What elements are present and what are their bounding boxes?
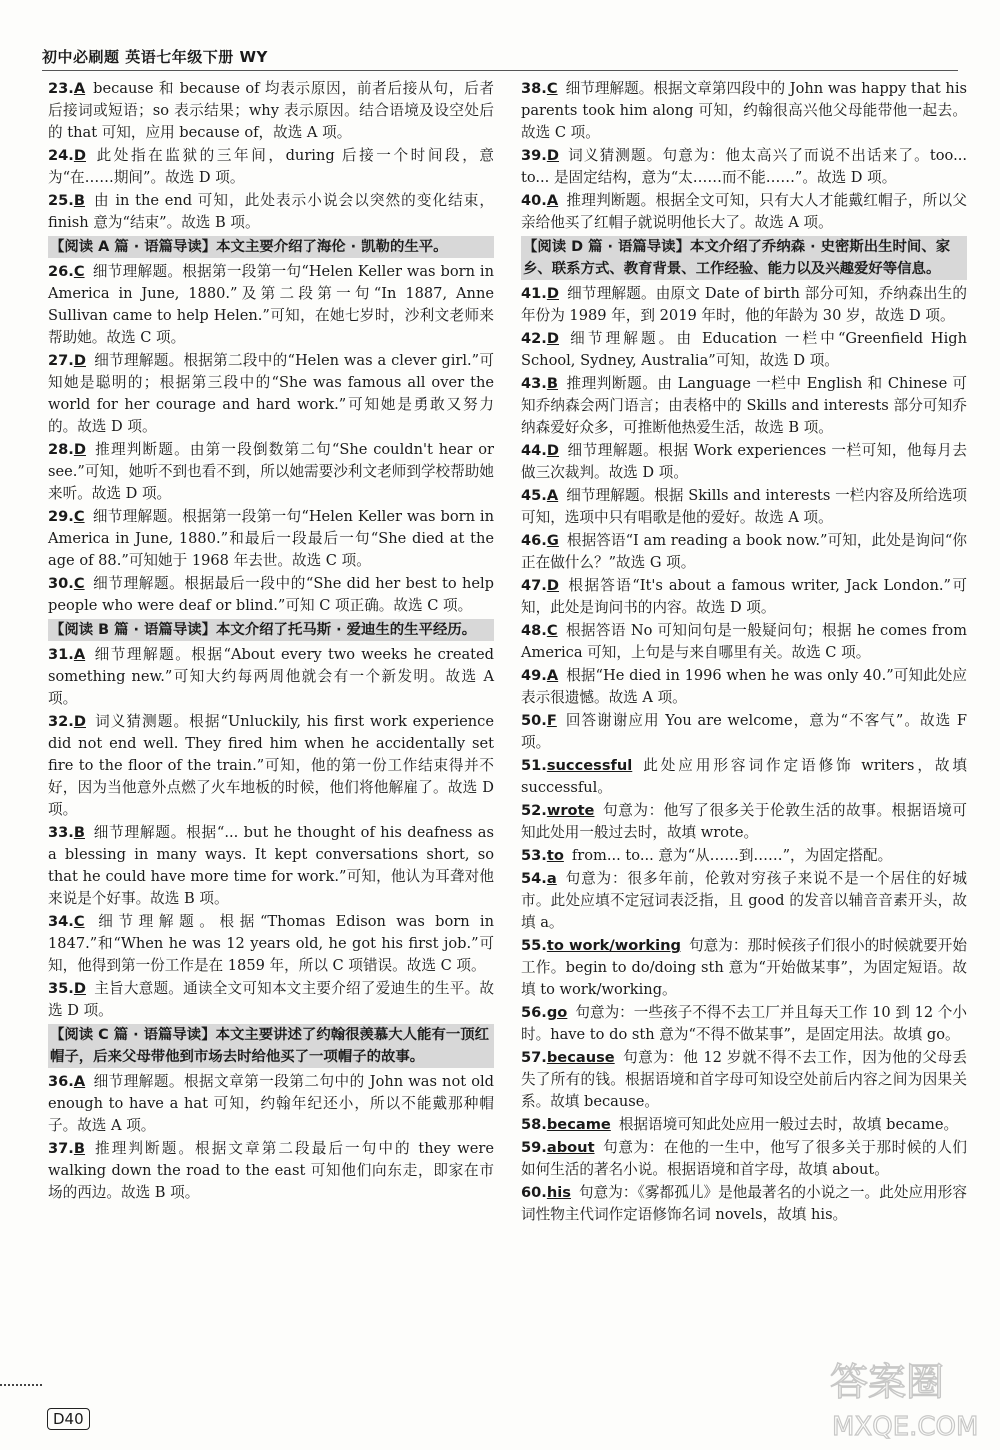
question-number: 58. (521, 1116, 547, 1133)
section-heading: 【阅读 A 篇 · 语篇导读】本文主要介绍了海伦 · 凯勒的生平。 (48, 236, 494, 258)
right-column (521, 78, 967, 1227)
question-number: 34. (48, 913, 74, 930)
explanation-text: because 和 because of 均表示原因，前者后接从句，后者后接词或短语；so 表示结果；why 表示原因。结合语境及设空处后的 that 可知，应用 because of，故选 A 项。 (48, 80, 494, 141)
question-number: 27. (48, 352, 74, 369)
question-number: 37. (48, 1140, 74, 1157)
question-number: 59. (521, 1139, 547, 1156)
explanation-text: from... to... 意为“从……到……”，为固定搭配。 (571, 847, 893, 864)
footer-dotted-rule (0, 1384, 42, 1386)
answer-key: B (73, 192, 85, 209)
answer-key: wrote (546, 802, 595, 819)
answer-item (521, 78, 967, 144)
explanation-text: 细节理解题。根据“Thomas Edison was born in 1847.”和“When he was 12 years old, he got his first job.”可知，他得到第一份工作是在 1859 年，所以 C 项错误。故选 C 项。 (48, 913, 494, 974)
answer-key: D (546, 577, 559, 594)
explanation-text: 推理判断题。由第一段倒数第二句“She couldn't hear or see.”可知，她听不到也看不到，所以她需要沙利文老师到学校帮助她来听。故选 D 项。 (48, 441, 494, 502)
explanation-text: 句意为：《雾都孤儿》是他最著名的小说之一。此处应用形容词性物主代词作定语修饰名词 novels，故填 his。 (521, 1184, 967, 1223)
answer-key: C (73, 263, 85, 280)
answer-item (48, 1071, 494, 1137)
question-number: 54. (521, 870, 547, 887)
answer-item (521, 868, 967, 934)
explanation-text: 句意为：在他的一生中，他写了很多关于那时候的人们如何生活的著名小说。根据语境和首字母，故填 about。 (521, 1139, 967, 1178)
answer-key: C (73, 913, 85, 930)
explanation-text: 句意为：他 12 岁就不得不去工作，因为他的父母丢失了所有的钱。根据语境和首字母可知设空处前后内容之间为因果关系。故填 because。 (521, 1049, 967, 1110)
answer-key: about (546, 1139, 595, 1156)
question-number: 38. (521, 80, 547, 97)
answer-item (521, 145, 967, 189)
question-number: 45. (521, 487, 547, 504)
answer-key: A (73, 80, 86, 97)
answer-key: C (73, 575, 85, 592)
question-number: 52. (521, 802, 547, 819)
answer-key: A (73, 646, 86, 663)
page-number: D40 (47, 1408, 90, 1430)
answer-key: D (73, 441, 86, 458)
answer-item (48, 911, 494, 977)
answer-key: to (546, 847, 564, 864)
answer-item (521, 1182, 967, 1226)
answer-item (521, 935, 967, 1001)
answer-key: A (73, 1073, 86, 1090)
explanation-text: 推理判断题。由 Language 一栏中 English 和 Chinese 可知乔纳森会两门语言；由表格中的 Skills and interests 部分可知乔纳森爱好众多，可推断他热爱生活，故选 B 项。 (521, 375, 967, 436)
question-number: 31. (48, 646, 74, 663)
answer-item (48, 261, 494, 349)
answer-item (521, 485, 967, 529)
answer-key: B (546, 375, 558, 392)
answer-key: his (546, 1184, 571, 1201)
answer-key: G (546, 532, 559, 549)
answer-item (48, 644, 494, 710)
explanation-text: 细节理解题。根据文章第四段中的 John was happy that his parents took him along 可知，约翰很高兴他父母能带他一起去。故选 C 项。 (521, 80, 967, 141)
explanation-text: 细节理解题。由 Education 一栏中“Greenfield High School, Sydney, Australia”可知，故选 D 项。 (521, 330, 967, 369)
answer-item (48, 1138, 494, 1204)
explanation-text: 句意为：他写了很多关于伦敦生活的故事。根据语境可知此处用一般过去时，故填 wrote。 (521, 802, 967, 841)
question-number: 25. (48, 192, 74, 209)
answer-item (521, 755, 967, 799)
section-heading: 【阅读 B 篇 · 语篇导读】本文介绍了托马斯 · 爱迪生的生平经历。 (48, 619, 494, 641)
answer-key: D (546, 285, 559, 302)
question-number: 49. (521, 667, 547, 684)
section-heading: 【阅读 D 篇 · 语篇导读】本文介绍了乔纳森 · 史密斯出生时间、家乡、联系方式、教育背景、工作经验、能力以及兴趣爱好等信息。 (521, 236, 967, 280)
answer-key: D (546, 442, 559, 459)
answer-item (521, 373, 967, 439)
question-number: 51. (521, 757, 547, 774)
question-number: 35. (48, 980, 74, 997)
answer-key: D (73, 713, 86, 730)
explanation-text: 此处指在监狱的三年间，during 后接一个时间段，意为“在……期间”。故选 D 项。 (48, 147, 494, 186)
answer-item (48, 978, 494, 1022)
answer-item (521, 530, 967, 574)
question-number: 42. (521, 330, 547, 347)
question-number: 36. (48, 1073, 74, 1090)
header-divider (42, 70, 958, 71)
answer-key: A (546, 667, 559, 684)
answer-item (521, 190, 967, 234)
answer-item (521, 665, 967, 709)
explanation-text: 细节理解题。根据第一段第一句“Helen Keller was born in America in June, 1880.”和最后一段最后一句“She died at the age of 88.”可知她于 1968 年去世。故选 C 项。 (48, 508, 494, 569)
answer-item (48, 439, 494, 505)
answer-key: C (546, 622, 558, 639)
explanation-text: 细节理解题。根据第二段中的“Helen was a clever girl.”可知她是聪明的；根据第三段中的“She was famous all over the world for her courage and hard work.”可知她是勇敢又努力的。故选 D 项。 (48, 352, 494, 435)
question-number: 30. (48, 575, 74, 592)
explanation-text: 细节理解题。根据 Work experiences 一栏可知，他每月去做三次裁判。故选 D 项。 (521, 442, 967, 481)
explanation-text: 细节理解题。根据文章第一段第二句中的 John was not old enough to have a hat 可知，约翰年纪还小，所以不能戴那种帽子。故选 A 项。 (48, 1073, 494, 1134)
answer-key: successful (546, 757, 633, 774)
answer-item (521, 800, 967, 844)
question-number: 24. (48, 147, 74, 164)
left-column (48, 78, 494, 1205)
explanation-text: 细节理解题。根据最后一段中的“She did her best to help people who were deaf or blind.”可知 C 项正确。故选 C 项。 (48, 575, 494, 614)
answer-item (521, 1047, 967, 1113)
answer-item (521, 328, 967, 372)
section-heading: 【阅读 C 篇 · 语篇导读】本文主要讲述了约翰很羡慕大人能有一顶红帽子，后来父母带他到市场去时给他买了一项帽子的故事。 (48, 1024, 494, 1068)
watermark-text-url: MXQE.COM (832, 1412, 979, 1442)
watermark-text-cn: 答案圈 (830, 1360, 945, 1404)
answer-item (48, 78, 494, 144)
watermark-logo (820, 1350, 990, 1445)
question-number: 26. (48, 263, 74, 280)
page-header: 初中必刷题 英语七年级下册 WY (42, 48, 268, 66)
question-number: 28. (48, 441, 74, 458)
explanation-text: 句意为：一些孩子不得不去工厂并且每天工作 10 到 12 个小时。have to do sth 意为“不得不做某事”，是固定用法。故填 go。 (521, 1004, 967, 1043)
answer-item (48, 145, 494, 189)
answer-key: D (73, 147, 86, 164)
explanation-text: 根据答语“It's about a famous writer, Jack London.”可知，此处是询问书的内容。故选 D 项。 (521, 577, 967, 616)
explanation-text: 细节理解题。根据“About every two weeks he created something new.”可知大约每两周他就会有一个新发明。故选 A 项。 (48, 646, 494, 707)
answer-key: because (546, 1049, 615, 1066)
answer-key: go (546, 1004, 568, 1021)
explanation-text: 推理判断题。根据文章第二段最后一句中的 they were walking down the road to the east 可知他们向东走，即家在市场的西边。故选 B 项。 (48, 1140, 494, 1201)
answer-item (48, 711, 494, 821)
explanation-text: 根据“He died in 1996 when he was only 40.”可知此处应表示很遗憾。故选 A 项。 (521, 667, 967, 706)
question-number: 53. (521, 847, 547, 864)
answer-item (48, 573, 494, 617)
explanation-text: 根据语境可知此处应用一般过去时，故填 became。 (618, 1116, 959, 1133)
answer-item (521, 1002, 967, 1046)
answer-item (521, 845, 967, 867)
question-number: 43. (521, 375, 547, 392)
answer-key: F (546, 712, 557, 729)
answer-key: A (546, 487, 559, 504)
answer-key: to work/working (546, 937, 681, 954)
question-number: 50. (521, 712, 547, 729)
question-number: 57. (521, 1049, 547, 1066)
answer-key: D (546, 330, 559, 347)
question-number: 29. (48, 508, 74, 525)
explanation-text: 此处应用形容词作定语修饰 writers，故填 successful。 (521, 757, 967, 796)
answer-key: C (546, 80, 558, 97)
question-number: 41. (521, 285, 547, 302)
answer-item (521, 1114, 967, 1136)
answer-item (48, 506, 494, 572)
question-number: 56. (521, 1004, 547, 1021)
explanation-text: 回答谢谢应用 You are welcome，意为“不客气”。故选 F 项。 (521, 712, 967, 751)
answer-item (521, 1137, 967, 1181)
question-number: 47. (521, 577, 547, 594)
explanation-text: 由 in the end 可知，此处表示小说会以突然的变化结束，finish 意为“结束”。故选 B 项。 (48, 192, 494, 231)
answer-key: C (73, 508, 85, 525)
answer-key: A (546, 192, 559, 209)
explanation-text: 细节理解题。根据第一段第一句“Helen Keller was born in America in June, 1880.”及第二段第一句“In 1887, Anne Sullivan came to help Helen.”可知，在她七岁时，沙利文老师来帮助她。故选 C 项。 (48, 263, 494, 346)
answer-key: B (73, 824, 85, 841)
answer-key: D (546, 147, 559, 164)
explanation-text: 细节理解题。根据 Skills and interests 一栏内容及所给选项可知，选项中只有唱歌是他的爱好。故选 A 项。 (521, 487, 967, 526)
answer-key: B (73, 1140, 85, 1157)
answer-key: a (546, 870, 557, 887)
explanation-text: 根据答语“I am reading a book now.”可知，此处是询问“你正在做什么？”故选 G 项。 (521, 532, 967, 571)
explanation-text: 句意为：很多年前，伦敦对穷孩子来说不是一个居住的好城市。此处应填不定冠词表泛指，且 good 的发音以辅音音素开头，故填 a。 (521, 870, 967, 931)
answer-item (48, 822, 494, 910)
question-number: 55. (521, 937, 547, 954)
explanation-text: 主旨大意题。通读全文可知本文主要介绍了爱迪生的生平。故选 D 项。 (48, 980, 494, 1019)
explanation-text: 细节理解题。由原文 Date of birth 部分可知，乔纳森出生的年份为 1989 年，到 2019 年时，他的年龄为 30 岁，故选 D 项。 (521, 285, 967, 324)
explanation-text: 词义猜测题。句意为：他太高兴了而说不出话来了。too... to... 是固定结构，意为“太……而不能……”。故选 D 项。 (521, 147, 967, 186)
question-number: 60. (521, 1184, 547, 1201)
explanation-text: 根据答语 No 可知问句是一般疑问句；根据 he comes from America 可知，上句是与来自哪里有关。故选 C 项。 (521, 622, 967, 661)
answer-item (48, 190, 494, 234)
question-number: 46. (521, 532, 547, 549)
answer-key: D (73, 352, 86, 369)
answer-key: D (73, 980, 86, 997)
explanation-text: 细节理解题。根据“... but he thought of his deafness as a blessing in many ways. It kept conversations short, so that he could have more time for work.”可知，他认为耳聋对他来说是个好事。故选 B 项。 (48, 824, 494, 907)
answer-item (521, 440, 967, 484)
answer-item (521, 710, 967, 754)
explanation-text: 推理判断题。根据全文可知，只有大人才能戴红帽子，所以父亲给他买了红帽子就说明他长大了。故选 A 项。 (521, 192, 967, 231)
question-number: 39. (521, 147, 547, 164)
question-number: 33. (48, 824, 74, 841)
answer-item (521, 575, 967, 619)
question-number: 44. (521, 442, 547, 459)
answer-key: became (546, 1116, 611, 1133)
question-number: 48. (521, 622, 547, 639)
answer-item (521, 283, 967, 327)
answer-item (521, 620, 967, 664)
answer-item (48, 350, 494, 438)
explanation-text: 词义猜测题。根据“Unluckily, his first work experience did not end well. They fired him when he accidentally set fire to the floor of the train.”可知，他的第一份工作结束得并不好，因为当他意外点燃了火车地板的时候，他们将他解雇了。故选 D 项。 (48, 713, 494, 818)
question-number: 40. (521, 192, 547, 209)
question-number: 32. (48, 713, 74, 730)
question-number: 23. (48, 80, 74, 97)
explanation-text: 句意为：那时候孩子们很小的时候就要开始工作。begin to do/doing sth 意为“开始做某事”，为固定短语。故填 to work/working。 (521, 937, 967, 998)
